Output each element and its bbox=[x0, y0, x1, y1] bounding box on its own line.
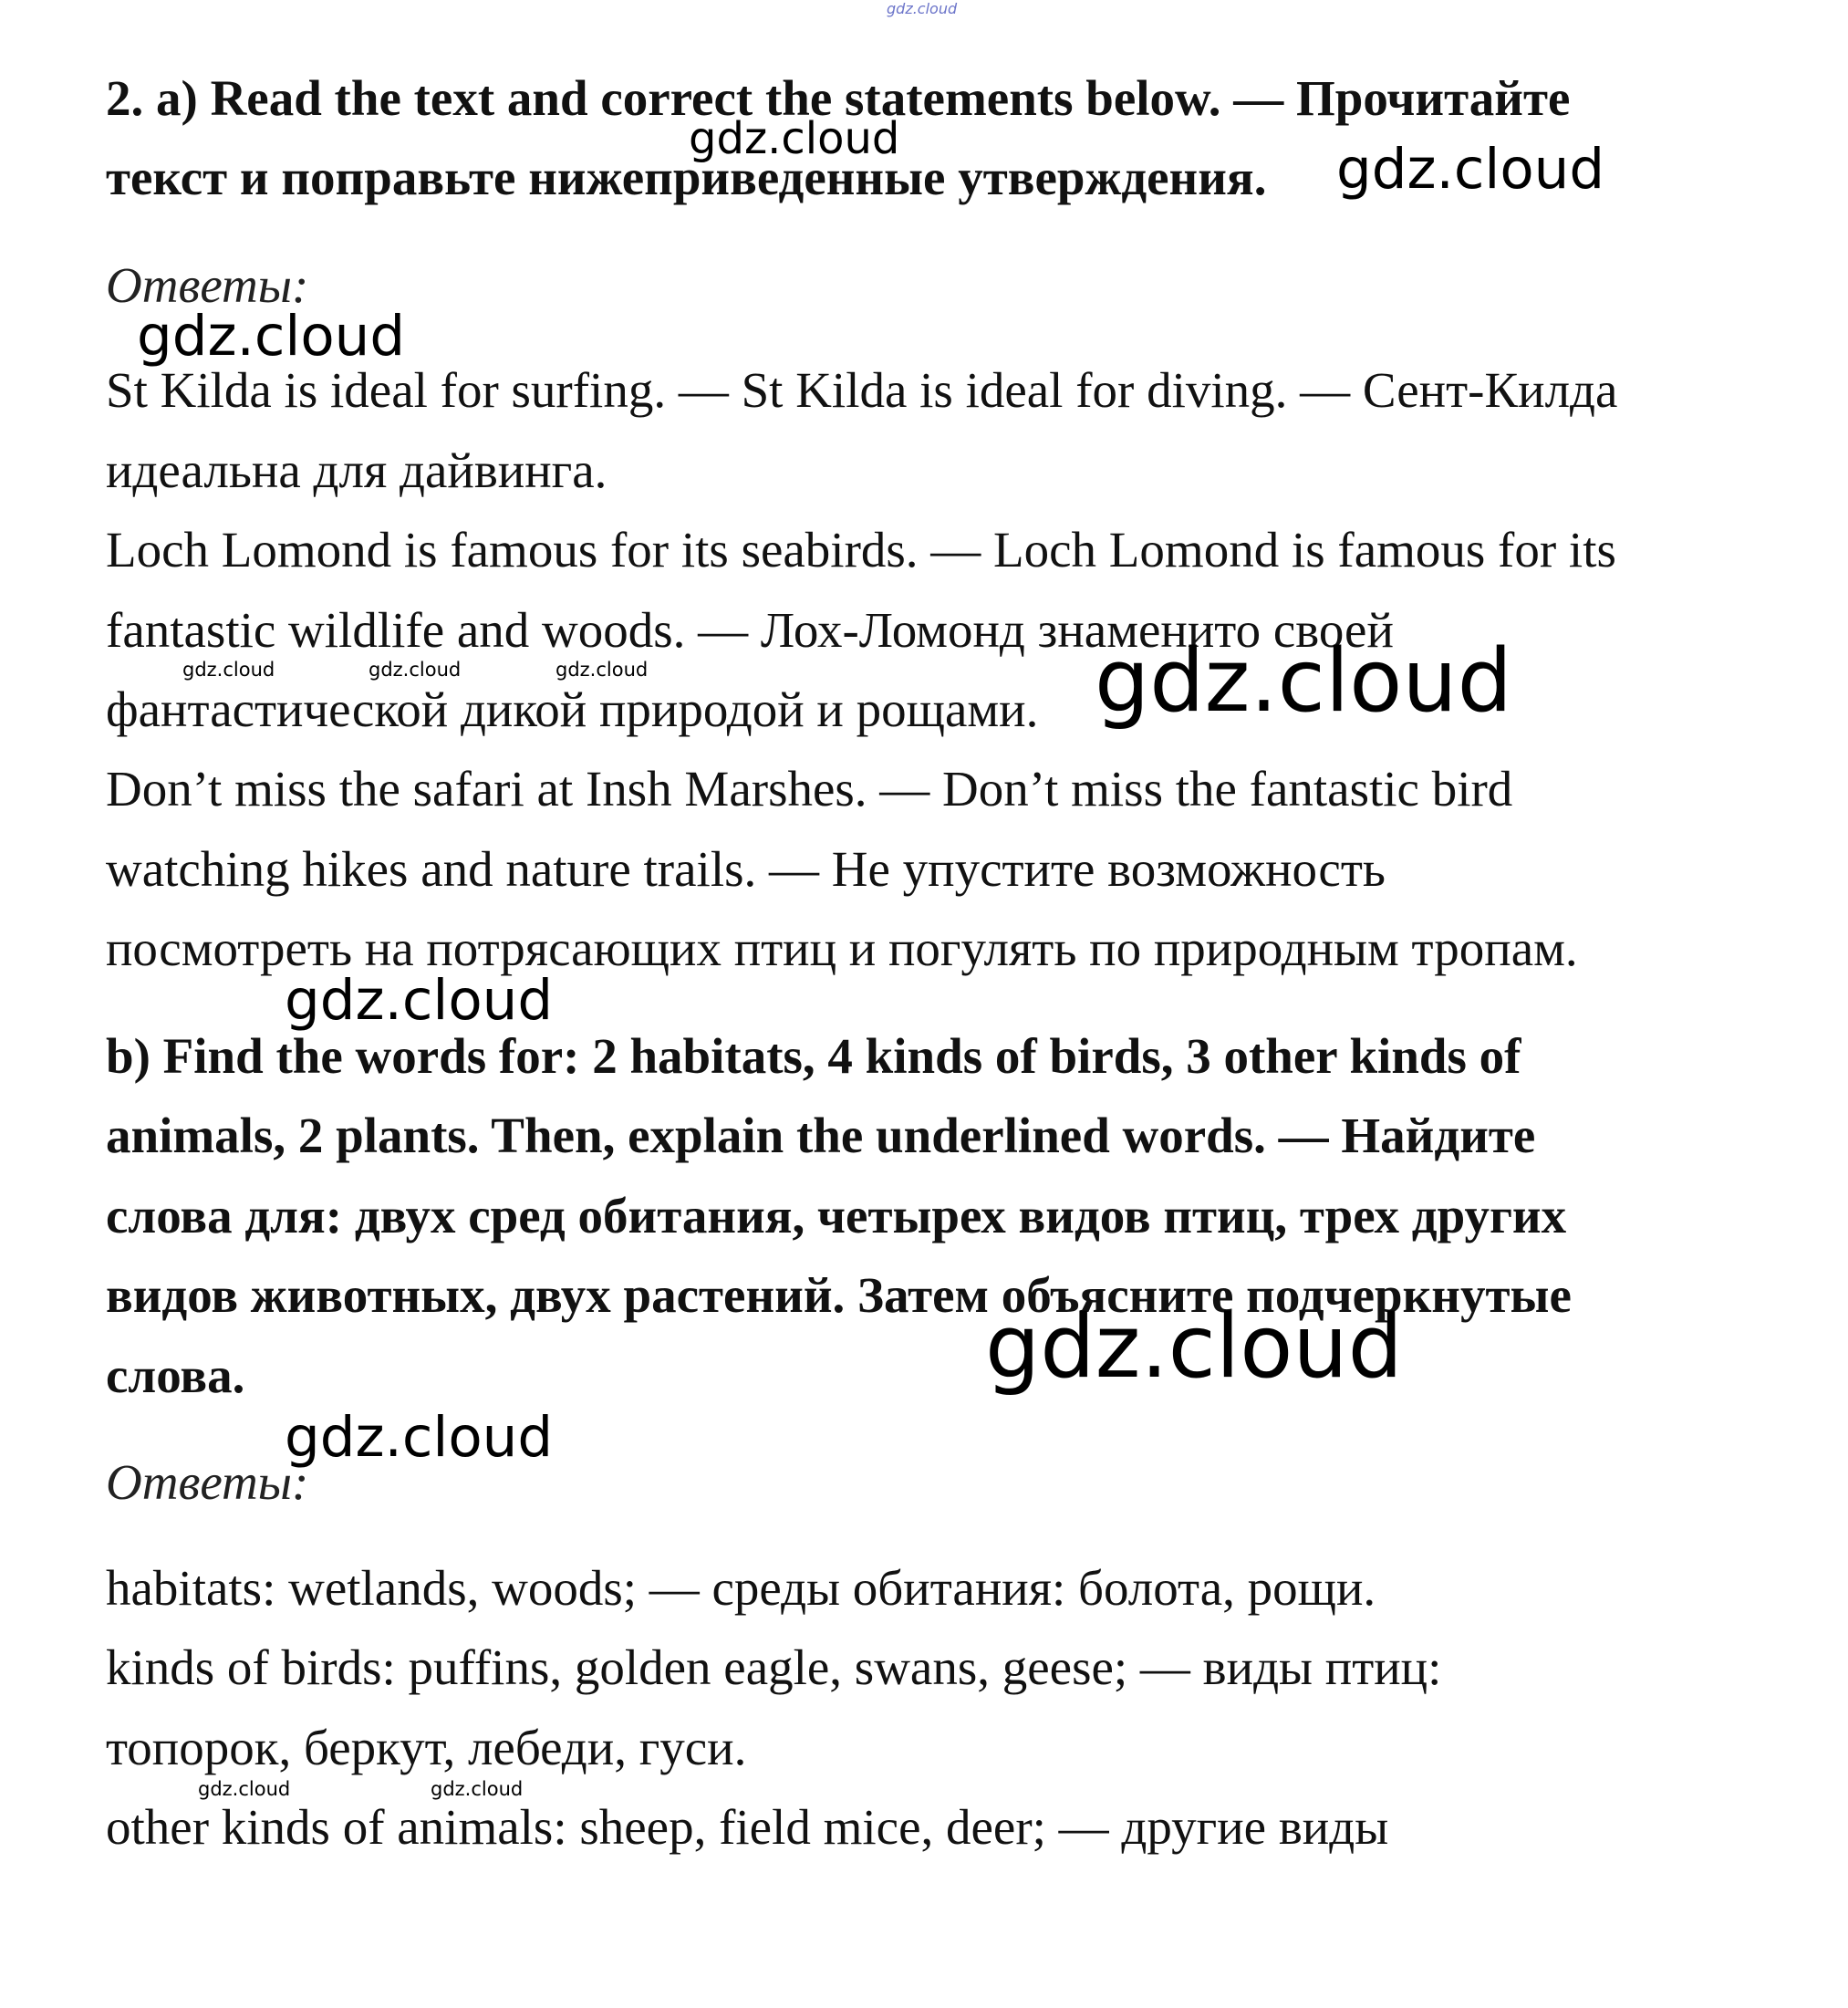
section-b-title-line-4: видов животных, двух растений. Затем объясните подчеркнутые bbox=[106, 1267, 1572, 1323]
watermark: gdz.cloud bbox=[369, 659, 462, 681]
section-b-title-line-5: слова. bbox=[106, 1347, 245, 1403]
section-b-title-line-2: animals, 2 plants. Then, explain the underlined words. — Найдите bbox=[106, 1108, 1536, 1163]
section-a-title-line-2: текст и поправьте нижеприведенные утверждения. bbox=[106, 150, 1267, 205]
section-a-answer-line-6: Don’t miss the safari at Insh Marshes. — Don’t miss the fantastic bird bbox=[106, 761, 1513, 817]
section-b-answer-line-2: kinds of birds: puffins, golden eagle, swans, geese; — виды птиц: bbox=[106, 1639, 1442, 1695]
watermark: gdz.cloud bbox=[198, 1778, 291, 1800]
header-watermark: gdz.cloud bbox=[887, 0, 958, 17]
watermark: gdz.cloud bbox=[285, 1405, 554, 1470]
watermark: gdz.cloud bbox=[1095, 631, 1512, 732]
section-b-answer-line-4: other kinds of animals: sheep, field mice, deer; — другие виды bbox=[106, 1799, 1389, 1855]
watermark: gdz.cloud bbox=[285, 968, 554, 1033]
section-a-answer-line-8: посмотреть на потрясающих птиц и погулять по природным тропам. bbox=[106, 921, 1578, 976]
section-a-answers-label: Ответы: bbox=[106, 257, 309, 313]
section-a-title-line-1: 2. a) Read the text and correct the statements below. — Прочитайте bbox=[106, 70, 1571, 126]
section-a-answer-line-1: St Kilda is ideal for surfing. — St Kilda is ideal for diving. — Сент-Килда bbox=[106, 362, 1618, 418]
watermark: gdz.cloud bbox=[985, 1297, 1403, 1398]
watermark: gdz.cloud bbox=[431, 1778, 524, 1800]
section-a-answer-line-5: фантастической дикой природой и рощами. bbox=[106, 681, 1039, 737]
section-a-answer-line-3: Loch Lomond is famous for its seabirds. — Loch Lomond is famous for its bbox=[106, 522, 1616, 577]
section-b-answers-label: Ответы: bbox=[106, 1454, 309, 1510]
watermark: gdz.cloud bbox=[555, 659, 649, 681]
section-a-answer-line-4: fantastic wildlife and woods. — Лох-Ломонд знаменито своей bbox=[106, 602, 1394, 658]
watermark: gdz.cloud bbox=[1336, 137, 1605, 202]
section-a-answer-line-2: идеальна для дайвинга. bbox=[106, 442, 607, 498]
section-b-answer-line-3: топорок, беркут, лебеди, гуси. bbox=[106, 1720, 747, 1775]
watermark: gdz.cloud bbox=[137, 304, 406, 369]
section-b-title-line-1: b) Find the words for: 2 habitats, 4 kinds of birds, 3 other kinds of bbox=[106, 1028, 1521, 1084]
section-b-answer-line-1: habitats: wetlands, woods; — среды обитания: болота, рощи. bbox=[106, 1560, 1376, 1616]
section-b-title-line-3: слова для: двух сред обитания, четырех видов птиц, трех других bbox=[106, 1188, 1567, 1243]
watermark: gdz.cloud bbox=[182, 659, 275, 681]
watermark: gdz.cloud bbox=[689, 113, 900, 164]
section-a-answer-line-7: watching hikes and nature trails. — Не упустите возможность bbox=[106, 841, 1386, 897]
